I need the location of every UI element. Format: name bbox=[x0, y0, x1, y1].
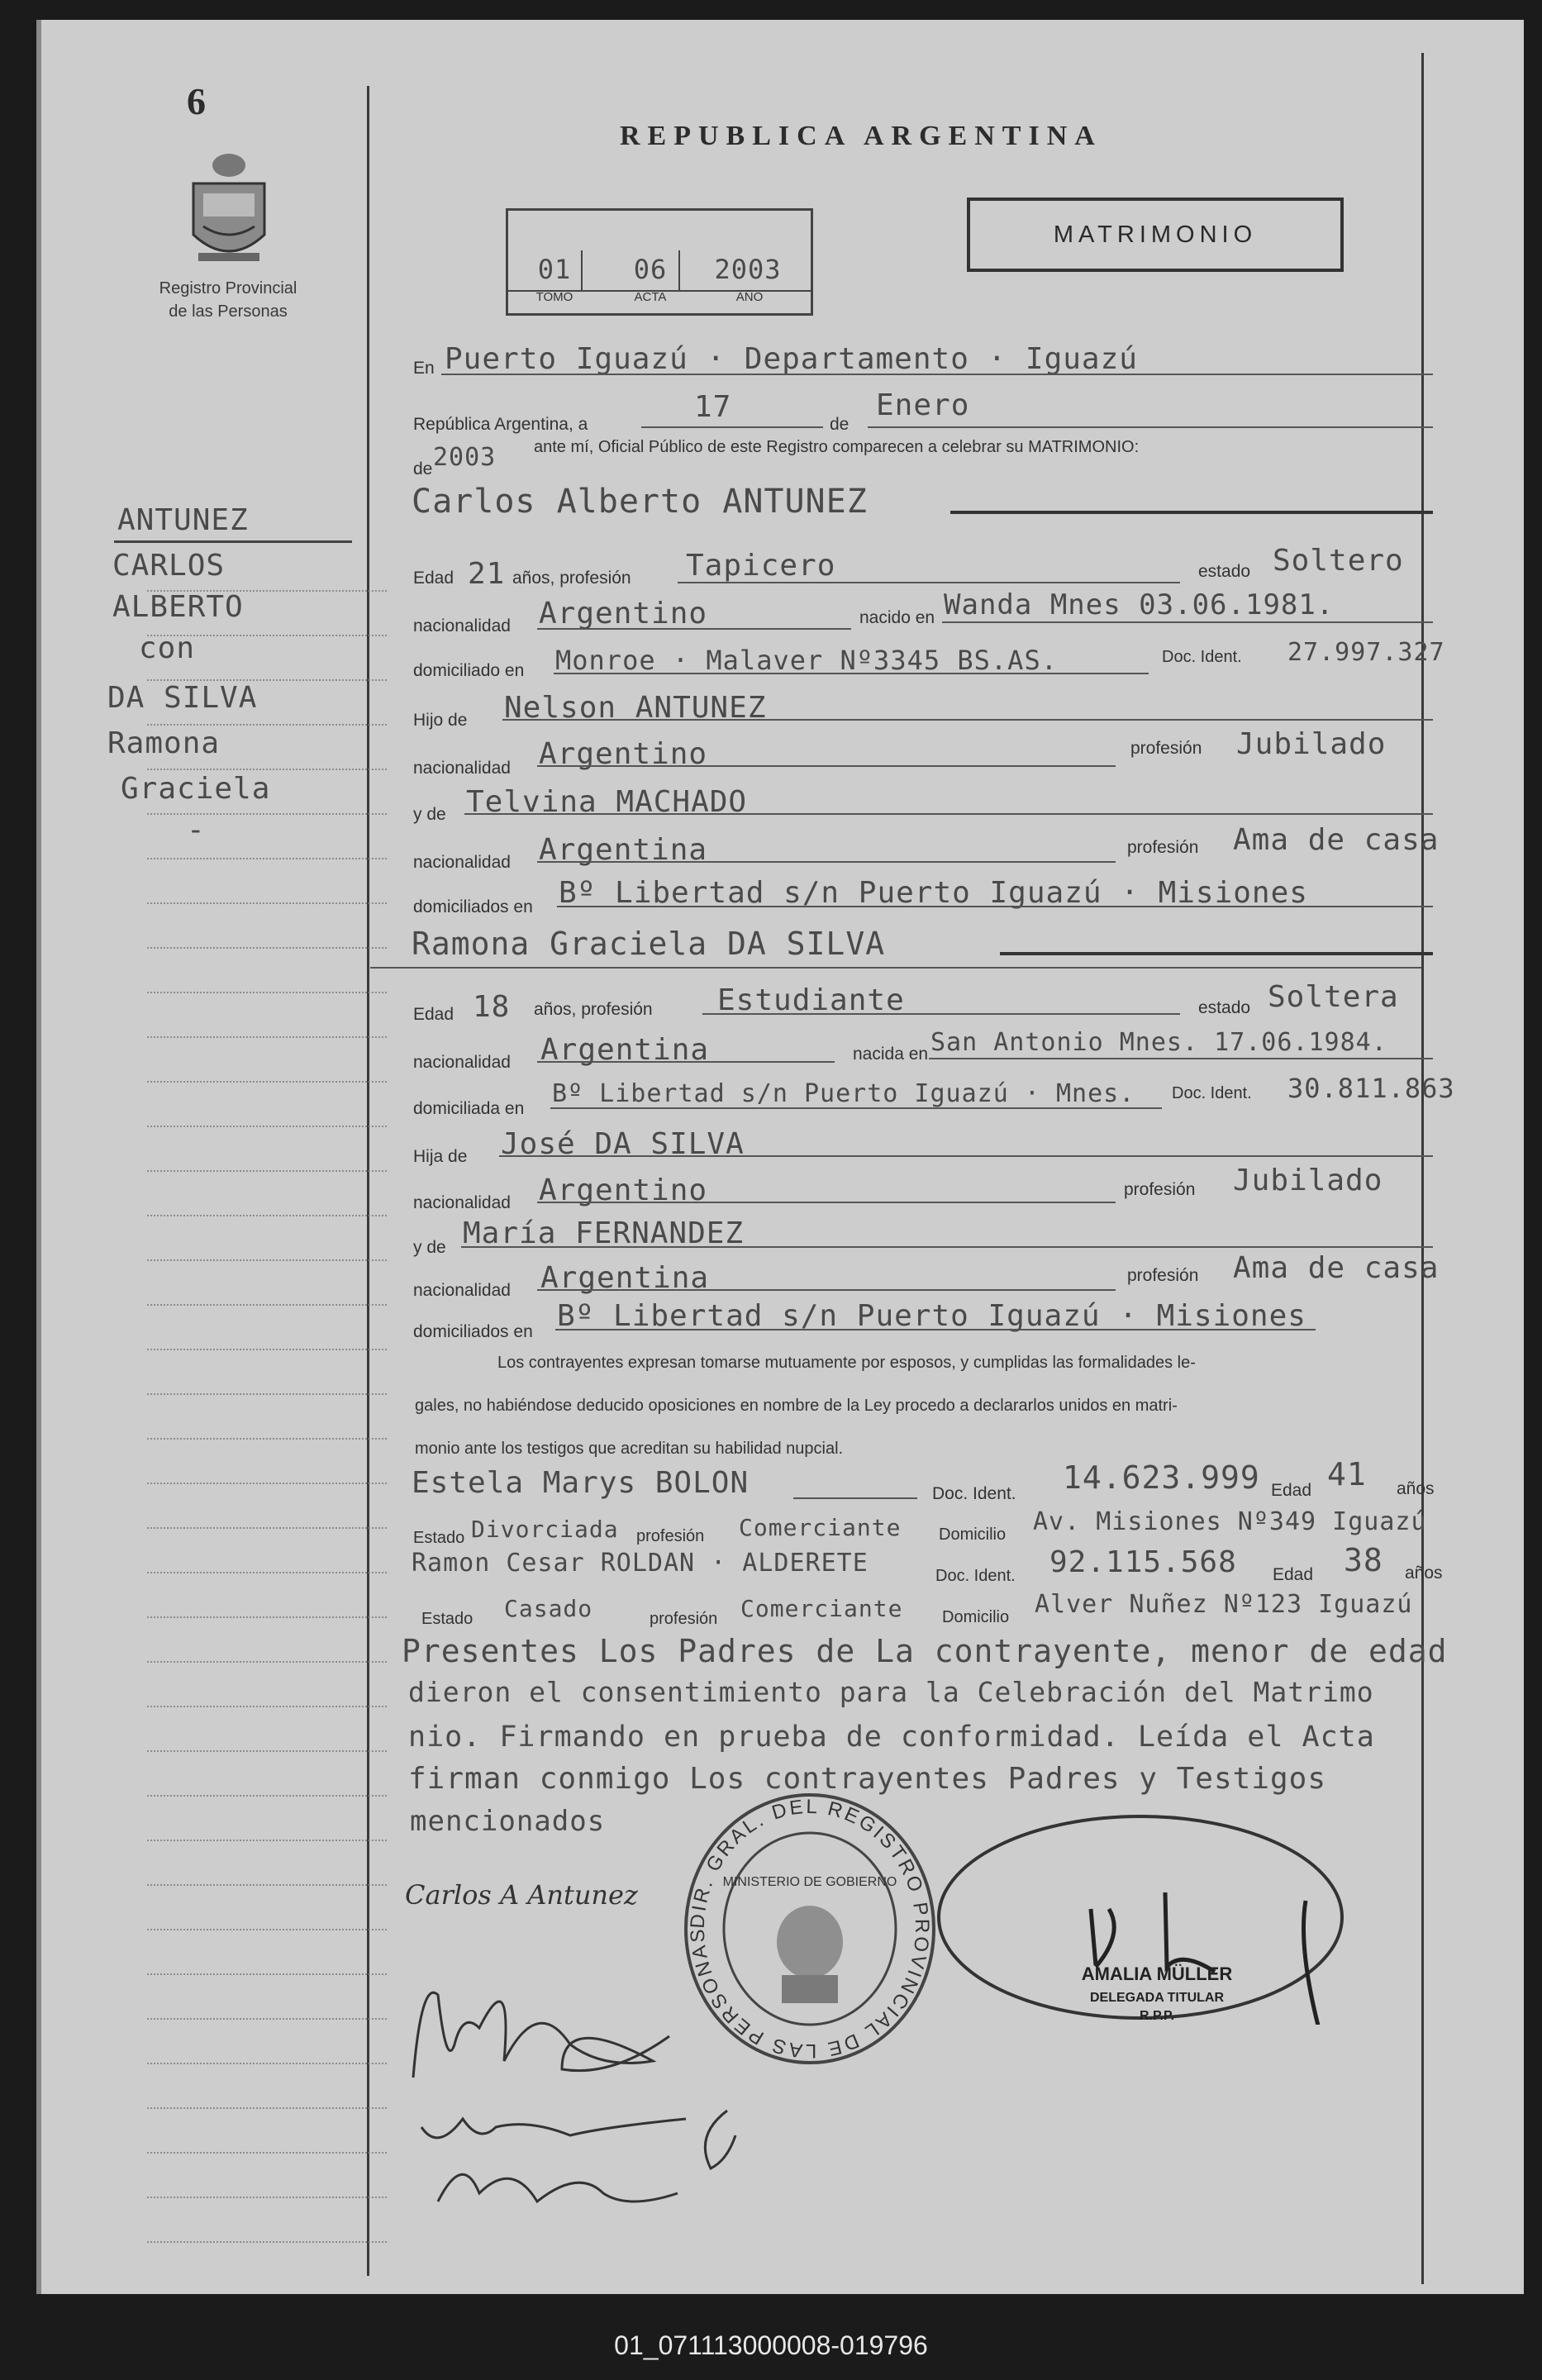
witness1-age: 41 bbox=[1327, 1456, 1367, 1492]
groom-estado-label: estado bbox=[1198, 562, 1251, 581]
bride-born: San Antonio Mnes. 17.06.1984. bbox=[930, 1028, 1387, 1057]
margin-ruled-line bbox=[147, 1215, 387, 1216]
bride-father-nat: Argentino bbox=[539, 1173, 708, 1207]
groom-estado: Soltero bbox=[1273, 544, 1404, 578]
witness2-prof-label: profesión bbox=[650, 1610, 718, 1628]
groom-age-label: Edad bbox=[413, 569, 455, 588]
margin-ruled-line bbox=[147, 813, 387, 815]
groom-father-prof-label: profesión bbox=[1130, 739, 1202, 758]
bride-estado-label: estado bbox=[1198, 998, 1251, 1017]
witness2-years-label: años bbox=[1405, 1564, 1443, 1583]
bride-estado: Soltera bbox=[1268, 980, 1399, 1014]
groom-mother-prof: Ama de casa bbox=[1233, 823, 1440, 857]
witness2-estado-label: Estado bbox=[421, 1610, 474, 1628]
witness1-estado: Divorciada bbox=[471, 1516, 619, 1543]
margin-ruled-line bbox=[147, 1036, 387, 1038]
groom-profession: Tapicero bbox=[686, 549, 836, 583]
bride-mother-prof-label: profesión bbox=[1127, 1266, 1199, 1285]
month-value: Enero bbox=[876, 388, 970, 422]
witness1-profession: Comerciante bbox=[739, 1514, 902, 1541]
margin-ruled-line bbox=[147, 1661, 387, 1663]
groom-prof-label: años, profesión bbox=[512, 569, 631, 588]
appear-text: ante mí, Oficial Público de este Registro comparecen a celebrar su MATRIMONIO: bbox=[534, 438, 1140, 456]
margin-ruled-line bbox=[147, 2152, 387, 2154]
note-line-2: dieron el consentimiento para la Celebración del Matrimo bbox=[408, 1676, 1374, 1708]
margin-ruled-line bbox=[147, 902, 387, 904]
place-value: Puerto Iguazú · Departamento · Iguazú bbox=[445, 342, 1138, 376]
witness2-age-label: Edad bbox=[1273, 1565, 1314, 1584]
margin-ruled-line bbox=[147, 858, 387, 859]
de-label: de bbox=[830, 415, 850, 434]
margin-ruled-line bbox=[147, 1572, 387, 1573]
groom-born: Wanda Mnes 03.06.1981. bbox=[944, 588, 1335, 621]
witness1-domicile: Av. Misiones Nº349 Iguazú bbox=[1033, 1507, 1427, 1536]
acta-label: ACTA bbox=[634, 290, 667, 304]
witness2-name: Ramon Cesar ROLDAN · ALDERETE bbox=[412, 1549, 869, 1578]
registry-stamp bbox=[678, 1788, 942, 2069]
bride-mother-nat-label: nacionalidad bbox=[413, 1281, 511, 1300]
witness2-doc-label: Doc. Ident. bbox=[935, 1567, 1016, 1585]
groom-born-label: nacido en bbox=[859, 608, 935, 627]
witness2-profession: Comerciante bbox=[740, 1595, 903, 1622]
margin-name-5: DA SILVA bbox=[107, 681, 258, 715]
witness2-doc: 92.115.568 bbox=[1049, 1545, 1237, 1579]
margin-name-4: con bbox=[139, 631, 196, 665]
bride-age: 18 bbox=[473, 990, 511, 1024]
officer-stamp bbox=[934, 1810, 1347, 2025]
margin-ruled-line bbox=[147, 1438, 387, 1440]
declaration-line-3: monio ante los testigos que acreditan su habilidad nupcial. bbox=[415, 1440, 844, 1458]
bride-signature bbox=[397, 1945, 694, 2094]
groom-nationality: Argentino bbox=[539, 597, 708, 631]
witness1-doc-label: Doc. Ident. bbox=[932, 1484, 1016, 1503]
right-border bbox=[1421, 53, 1424, 2284]
witness1-name: Estela Marys BOLON bbox=[412, 1466, 750, 1500]
witness1-prof-label: profesión bbox=[636, 1527, 705, 1545]
groom-doc: 27.997.327 bbox=[1287, 638, 1445, 667]
groom-father-nat-label: nacionalidad bbox=[413, 759, 511, 778]
margin-ruled-line bbox=[147, 1483, 387, 1484]
margin-name-2: CARLOS bbox=[112, 549, 226, 583]
page-number: 6 bbox=[187, 80, 206, 122]
margin-ruled-line bbox=[147, 769, 387, 770]
bride-prof-label: años, profesión bbox=[534, 1000, 653, 1019]
margin-ruled-line bbox=[147, 1081, 387, 1083]
margin-ruled-line bbox=[147, 1527, 387, 1529]
bride-father-label: Hija de bbox=[413, 1147, 468, 1166]
witness1-estado-label: Estado bbox=[413, 1529, 465, 1547]
bride-mother-nat: Argentina bbox=[540, 1261, 710, 1295]
margin-ruled-line bbox=[147, 1304, 387, 1306]
bride-father-prof-label: profesión bbox=[1124, 1180, 1196, 1199]
bride-doc-label: Doc. Ident. bbox=[1172, 1084, 1252, 1102]
bride-nat-label: nacionalidad bbox=[413, 1053, 511, 1072]
margin-name-6: Ramona bbox=[107, 726, 221, 760]
groom-mother-nat: Argentina bbox=[539, 833, 708, 867]
tomo-label: TOMO bbox=[535, 290, 573, 304]
year-prefix-label: de bbox=[413, 459, 433, 478]
stamp-inner-text: MINISTERIO DE GOBIERNO bbox=[722, 1875, 897, 1889]
bride-domicile: Bº Libertad s/n Puerto Iguazú · Mnes. bbox=[552, 1079, 1135, 1108]
year-value: 2003 bbox=[714, 254, 782, 285]
parents-signatures bbox=[413, 2102, 760, 2235]
margin-ruled-line bbox=[147, 2197, 387, 2198]
margin-ruled-line bbox=[147, 1259, 387, 1261]
margin-ruled-line bbox=[147, 1840, 387, 1841]
margin-ruled-line bbox=[147, 724, 387, 726]
groom-age: 21 bbox=[468, 557, 506, 591]
declaration-line-1: Los contrayentes expresan tomarse mutuamente por esposos, y cumplidas las formalidades le- bbox=[497, 1354, 1196, 1372]
bride-parents-dom: Bº Libertad s/n Puerto Iguazú · Misiones bbox=[557, 1299, 1306, 1333]
stamp-ring-text: DIR. GRAL. DEL REGISTRO PROVINCIAL DE LAS PERSONAS bbox=[686, 1795, 934, 2063]
bride-name: Ramona Graciela DA SILVA bbox=[412, 926, 886, 962]
witness1-age-label: Edad bbox=[1271, 1481, 1312, 1500]
margin-ruled-line bbox=[147, 1929, 387, 1930]
bride-mother-prof: Ama de casa bbox=[1233, 1251, 1440, 1285]
margin-ruled-line bbox=[147, 1393, 387, 1395]
groom-mother-label: y de bbox=[413, 805, 446, 824]
officer-org: R.P.P. bbox=[1139, 2009, 1175, 2023]
margin-divider bbox=[367, 86, 369, 2276]
document-page bbox=[36, 20, 1524, 2294]
witness2-age: 38 bbox=[1344, 1542, 1383, 1578]
groom-father: Nelson ANTUNEZ bbox=[504, 691, 767, 725]
margin-ruled-line bbox=[147, 1126, 387, 1127]
groom-father-prof: Jubilado bbox=[1236, 727, 1387, 761]
act-type-box: MATRIMONIO bbox=[967, 198, 1344, 272]
officer-title: DELEGADA TITULAR bbox=[1089, 1991, 1225, 2005]
bride-doc: 30.811.863 bbox=[1287, 1073, 1455, 1104]
country-title: REPUBLICA ARGENTINA bbox=[620, 121, 1102, 151]
margin-ruled-line bbox=[147, 947, 387, 949]
acta-value: 06 bbox=[633, 254, 668, 285]
footer-image-id: 01_071113000008-019796 bbox=[614, 2330, 928, 2360]
groom-domicile: Monroe · Malaver Nº3345 BS.AS. bbox=[555, 645, 1058, 676]
groom-father-label: Hijo de bbox=[413, 711, 468, 730]
witness2-domicile: Alver Nuñez Nº123 Iguazú bbox=[1035, 1590, 1413, 1619]
witness1-doc: 14.623.999 bbox=[1063, 1459, 1260, 1496]
day-value: 17 bbox=[694, 390, 732, 424]
bride-father-prof: Jubilado bbox=[1233, 1164, 1383, 1197]
intro-year: 2003 bbox=[433, 443, 497, 472]
margin-name-3: ALBERTO bbox=[112, 590, 244, 624]
margin-ruled-line bbox=[147, 2241, 387, 2243]
bride-mother: María FERNANDEZ bbox=[463, 1216, 745, 1250]
bride-mother-label: y de bbox=[413, 1238, 446, 1257]
groom-mother: Telvina MACHADO bbox=[466, 785, 748, 819]
groom-name: Carlos Alberto ANTUNEZ bbox=[412, 483, 868, 521]
margin-ruled-line bbox=[147, 590, 387, 592]
groom-dom-label: domiciliado en bbox=[413, 661, 525, 680]
note-line-5: mencionados bbox=[410, 1805, 606, 1838]
groom-mother-nat-label: nacionalidad bbox=[413, 853, 511, 872]
en-label: En bbox=[413, 359, 435, 378]
witness2-estado: Casado bbox=[504, 1595, 593, 1622]
record-reference-box bbox=[506, 208, 813, 316]
groom-nat-label: nacionalidad bbox=[413, 616, 511, 635]
margin-ruled-line bbox=[147, 2063, 387, 2064]
margin-ruled-line bbox=[147, 1884, 387, 1886]
bride-nationality: Argentina bbox=[540, 1033, 710, 1067]
bride-dom-label: domiciliada en bbox=[413, 1099, 525, 1118]
witness2-dom-label: Domicilio bbox=[942, 1608, 1010, 1626]
groom-signature: Carlos A Antunez bbox=[405, 1879, 638, 1911]
note-line-4: firman conmigo Los contrayentes Padres y Testigos bbox=[408, 1762, 1327, 1796]
republic-label: República Argentina, a bbox=[413, 415, 588, 434]
margin-ruled-line bbox=[147, 635, 387, 636]
witness1-years-label: años bbox=[1397, 1479, 1435, 1498]
margin-name-8: - bbox=[187, 813, 206, 847]
margin-ruled-line bbox=[147, 1706, 387, 1707]
bride-profession: Estudiante bbox=[717, 983, 905, 1017]
groom-parents-dom: Bº Libertad s/n Puerto Iguazú · Misiones bbox=[559, 876, 1308, 910]
margin-ruled-line bbox=[147, 1616, 387, 1618]
margin-ruled-line bbox=[147, 1973, 387, 1975]
groom-father-nat: Argentino bbox=[539, 737, 708, 771]
groom-mother-prof-label: profesión bbox=[1127, 838, 1199, 857]
margin-ruled-line bbox=[147, 1170, 387, 1172]
margin-underline bbox=[114, 540, 352, 543]
groom-parents-dom-label: domiciliados en bbox=[413, 897, 533, 916]
margin-ruled-line bbox=[147, 992, 387, 993]
note-line-1: Presentes Los Padres de La contrayente, menor de edad bbox=[402, 1633, 1448, 1669]
tomo-value: 01 bbox=[537, 254, 572, 285]
registry-label-line2: de las Personas bbox=[169, 302, 288, 321]
witness1-dom-label: Domicilio bbox=[939, 1526, 1007, 1544]
note-line-3: nio. Firmando en prueba de conformidad. Leída el Acta bbox=[408, 1721, 1375, 1754]
coat-of-arms-icon bbox=[183, 144, 274, 274]
registry-label-line1: Registro Provincial bbox=[159, 279, 297, 298]
margin-ruled-line bbox=[147, 679, 387, 681]
margin-name-7: Graciela bbox=[121, 772, 271, 806]
declaration-line-2: gales, no habiéndose deducido oposiciones en nombre de la Ley procedo a declararlos unidos en matri- bbox=[415, 1397, 1178, 1415]
margin-ruled-line bbox=[147, 1750, 387, 1752]
margin-ruled-line bbox=[147, 2018, 387, 2020]
year-label: AÑO bbox=[735, 290, 764, 304]
bride-age-label: Edad bbox=[413, 1005, 455, 1024]
margin-ruled-line bbox=[147, 1349, 387, 1350]
bride-born-label: nacida en bbox=[853, 1045, 929, 1064]
bride-father: José DA SILVA bbox=[501, 1127, 745, 1161]
officer-name: AMALIA MÜLLER bbox=[1081, 1963, 1233, 1984]
margin-name-1: ANTUNEZ bbox=[117, 503, 249, 537]
margin-ruled-line bbox=[147, 2107, 387, 2109]
bride-parents-dom-label: domiciliados en bbox=[413, 1322, 533, 1341]
groom-doc-label: Doc. Ident. bbox=[1162, 648, 1242, 666]
bride-father-nat-label: nacionalidad bbox=[413, 1193, 511, 1212]
margin-ruled-line bbox=[147, 1795, 387, 1797]
